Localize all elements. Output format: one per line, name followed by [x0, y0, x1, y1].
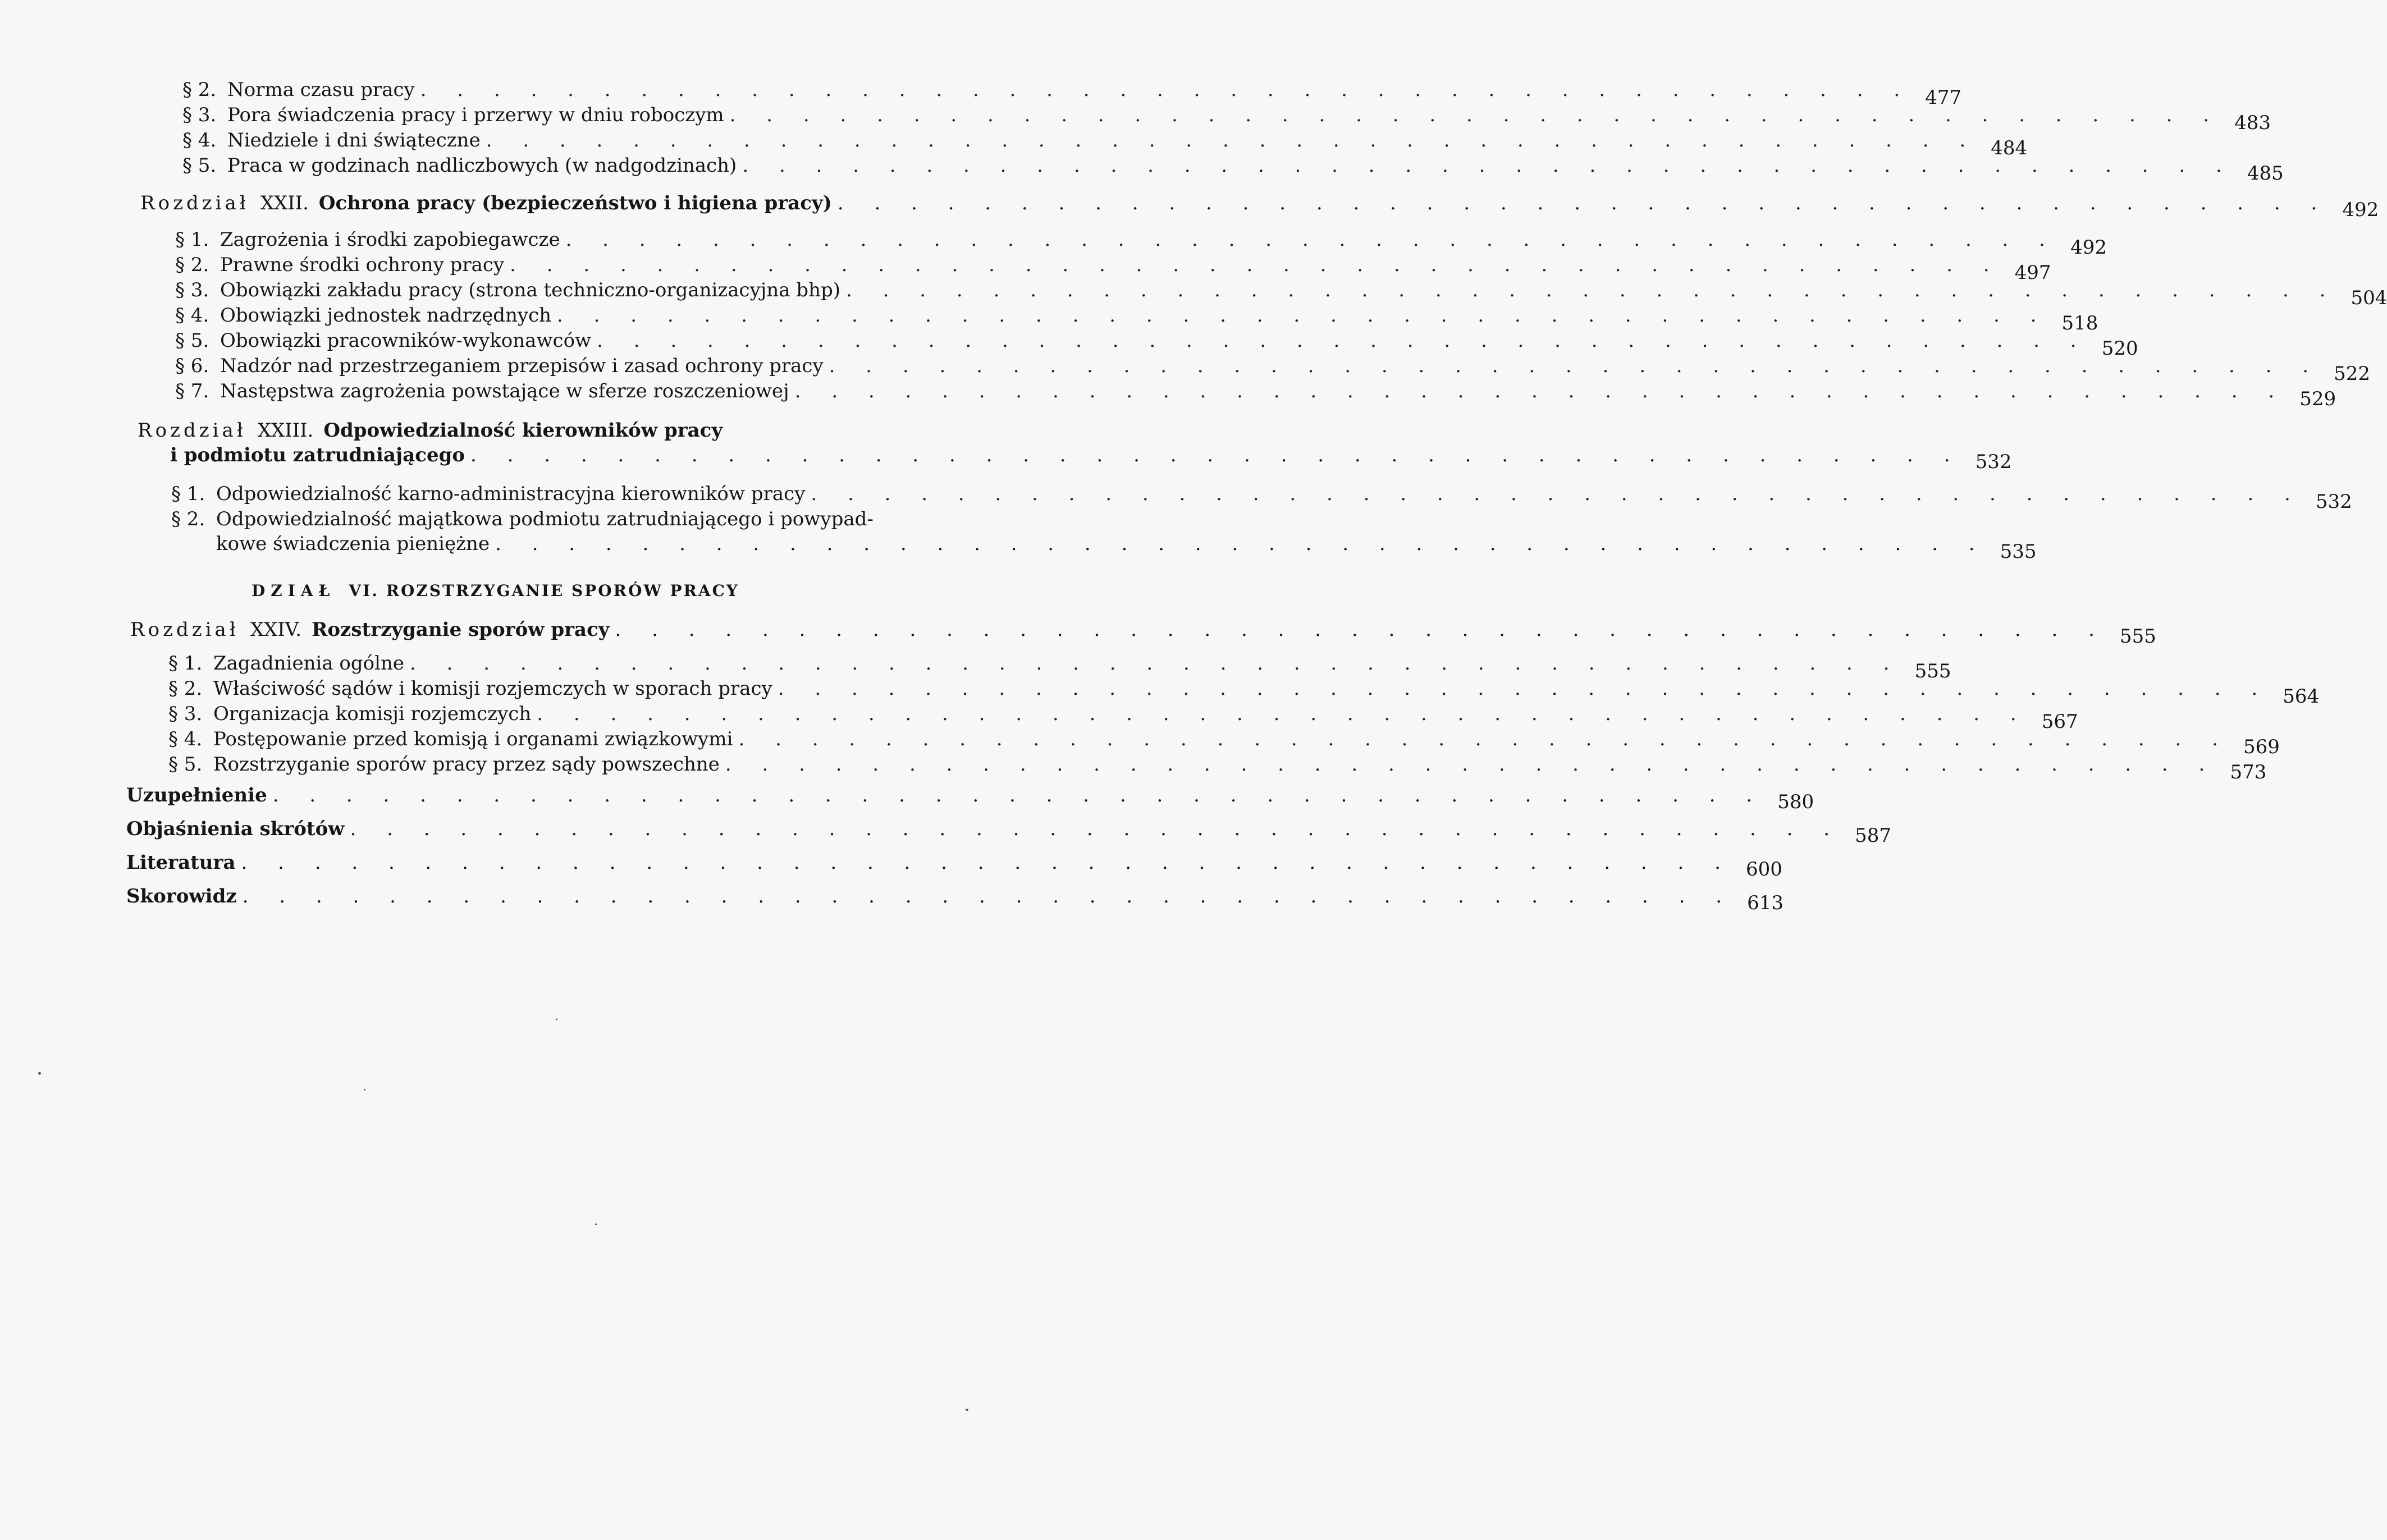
entry-title: Nadzór nad przestrzeganiem przepisów i zasad ochrony pracy — [220, 355, 824, 377]
section-number: § 6. — [175, 355, 209, 377]
entry-title: Organizacja komisji rozjemczych — [213, 703, 532, 725]
entry-title: Obowiązki pracowników-wykonawców — [220, 329, 592, 352]
page-number: 535 — [2000, 540, 2037, 563]
dot-leader: . . . . . . . . . . . . . . . . . . . . . . . . . . . . . . . . . . . . . . . . . — [738, 728, 2230, 750]
dot-leader: . . . . . . . . . . . . . . . . . . . . . . . . . . . . . . . . . . . . . . . . . — [486, 129, 1978, 152]
section-number: § 5. — [175, 329, 209, 352]
toc-entry — [175, 253, 2051, 284]
toc-backmatter-entry — [126, 817, 1891, 847]
entry-title: Pora świadczenia pracy i przerwy w dniu roboczym — [227, 104, 724, 126]
entry-title: Objaśnienia skrótów — [126, 818, 345, 840]
chapter-label: Rozdział — [130, 618, 239, 641]
part-heading — [251, 581, 739, 601]
section-number: § 1. — [168, 652, 203, 675]
dot-leader: . . . . . . . . . . . . . . . . . . . . . . . . . . . . . . . . . . . . . . . . . — [470, 444, 1963, 466]
section-number: § 4. — [168, 728, 203, 750]
page-number: 569 — [2243, 736, 2280, 758]
page-number: 555 — [2120, 625, 2156, 648]
chapter-title: Rozstrzyganie sporów pracy — [312, 618, 610, 641]
page-number: 520 — [2101, 337, 2138, 360]
chapter-number: XXIII. — [257, 419, 314, 442]
chapter-heading — [130, 617, 2156, 648]
scan-speck — [364, 1089, 365, 1090]
entry-title: Odpowiedzialność karno-administracyjna kierowników pracy — [216, 483, 806, 505]
chapter-label: Rozdział — [140, 192, 249, 214]
chapter-number: XXII. — [260, 192, 309, 214]
dot-leader: . . . . . . . . . . . . . . . . . . . . . . . . . . . . . . . . . . . . . . . . . — [242, 885, 1735, 907]
section-number: § 4. — [175, 304, 209, 327]
dot-leader: . . . . . . . . . . . . . . . . . . . . . . . . . . . . . . . . . . . . . . . . . — [837, 192, 2330, 214]
toc-backmatter-entry — [126, 884, 1784, 914]
entry-title: Uzupełnienie — [126, 784, 267, 806]
dot-leader: . . . . . . . . . . . . . . . . . . . . . . . . . . . . . . . . . . . . . . . . . — [742, 154, 2234, 177]
dot-leader: . . . . . . . . . . . . . . . . . . . . . . . . . . . . . . . . . . . . . . . . . — [846, 279, 2338, 301]
part-title: VI. ROZSTRZYGANIE SPORÓW PRACY — [349, 581, 739, 600]
toc-entry — [182, 128, 2028, 159]
page-number: 532 — [1975, 451, 2012, 473]
section-number: § 5. — [182, 154, 217, 177]
dot-leader: . . . . . . . . . . . . . . . . . . . . . . . . . . . . . . . . . . . . . . . . . — [420, 79, 1913, 101]
toc-backmatter-entry — [126, 783, 1814, 813]
dot-leader: . . . . . . . . . . . . . . . . . . . . . . . . . . . . . . . . . . . . . . . . . — [241, 851, 1733, 874]
chapter-heading — [140, 191, 2379, 221]
page-number: 522 — [2334, 363, 2371, 385]
entry-title: Obowiązki jednostek nadrzędnych — [220, 304, 552, 327]
dot-leader: . . . . . . . . . . . . . . . . . . . . . . . . . . . . . . . . . . . . . . . . . — [565, 228, 2057, 251]
page-number: 587 — [1855, 824, 1891, 847]
entry-title-line1: Odpowiedzialność majątkowa podmiotu zatrudniającego i powypad- — [216, 508, 874, 530]
dot-leader: . . . . . . . . . . . . . . . . . . . . . . . . . . . . . . . . . . . . . . . . . — [410, 652, 1902, 675]
dot-leader: . . . . . . . . . . . . . . . . . . . . . . . . . . . . . . . . . . . . . . . . . — [811, 483, 2303, 505]
entry-title: Praca w godzinach nadliczbowych (w nadgodzinach) — [227, 154, 737, 177]
toc-entry — [182, 77, 1962, 109]
section-number: § 3. — [175, 279, 209, 301]
entry-title: Skorowidz — [126, 885, 237, 907]
toc-entry — [175, 354, 2371, 385]
entry-title: Prawne środki ochrony pracy — [220, 254, 505, 276]
entry-title: Następstwa zagrożenia powstające w sferze roszczeniowej — [220, 380, 789, 402]
chapter-title-line1: Odpowiedzialność kierowników pracy — [323, 419, 723, 442]
page-number: 573 — [2230, 761, 2267, 783]
toc-entry — [182, 103, 2271, 134]
dot-leader: . . . . . . . . . . . . . . . . . . . . . . . . . . . . . . . . . . . . . . . . . — [537, 703, 2029, 725]
page-number: 555 — [1914, 660, 1951, 682]
chapter-title-line2: i podmiotu zatrudniającego — [170, 444, 465, 466]
dot-leader: . . . . . . . . . . . . . . . . . . . . . . . . . . . . . . . . . . . . . . . . . — [778, 677, 2270, 700]
toc-entry — [168, 676, 2320, 708]
scan-speck — [595, 1223, 597, 1225]
toc-entry — [168, 702, 2078, 733]
page-number: 485 — [2247, 162, 2284, 185]
dot-leader: . . . . . . . . . . . . . . . . . . . . . . . . . . . . . . . . . . . . . . . . . — [725, 753, 2217, 776]
page-number: 580 — [1777, 791, 1814, 813]
toc-entry — [168, 651, 1951, 682]
chapter-title: Ochrona pracy (bezpieczeństwo i higiena pracy) — [318, 192, 832, 214]
page-number: 529 — [2299, 388, 2336, 410]
toc-entry — [168, 752, 2267, 783]
entry-title: Zagrożenia i środki zapobiegawcze — [220, 228, 560, 251]
dot-leader: . . . . . . . . . . . . . . . . . . . . . . . . . . . . . . . . . . . . . . . . . — [557, 304, 2049, 327]
toc-entry — [171, 507, 2037, 563]
entry-title: Obowiązki zakładu pracy (strona techniczno-organizacyjna bhp) — [220, 279, 840, 301]
toc-entry — [175, 379, 2336, 410]
entry-title: Zagadnienia ogólne — [213, 652, 405, 675]
page-number: 567 — [2041, 711, 2078, 733]
entry-title: Postępowanie przed komisją i organami związkowymi — [213, 728, 733, 750]
dot-leader: . . . . . . . . . . . . . . . . . . . . . . . . . . . . . . . . . . . . . . . . . — [729, 104, 2222, 126]
entry-title: Rozstrzyganie sporów pracy przez sądy powszechne — [213, 753, 720, 776]
chapter-label: Rozdział — [138, 419, 246, 442]
dot-leader: . . . . . . . . . . . . . . . . . . . . . . . . . . . . . . . . . . . . . . . . . — [510, 254, 2002, 276]
page-number: 564 — [2283, 685, 2320, 708]
section-number: § 1. — [175, 228, 209, 251]
section-number: § 2. — [171, 508, 205, 530]
toc-entry — [175, 303, 2098, 334]
entry-title: Norma czasu pracy — [227, 79, 415, 101]
section-number: § 5. — [168, 753, 203, 776]
entry-title-line2: kowe świadczenia pieniężne — [216, 533, 490, 555]
chapter-number: XXIV. — [250, 618, 302, 641]
part-label: DZIAŁ — [251, 581, 336, 600]
page-number: 492 — [2070, 236, 2107, 259]
page-number: 477 — [1925, 86, 1962, 109]
toc-entry — [175, 328, 2138, 360]
toc-entry — [168, 727, 2280, 758]
page-number: 492 — [2342, 199, 2379, 221]
toc-entry — [171, 482, 2352, 513]
dot-leader: . . . . . . . . . . . . . . . . . . . . . . . . . . . . . . . . . . . . . . . . . — [597, 329, 2089, 352]
dot-leader: . . . . . . . . . . . . . . . . . . . . . . . . . . . . . . . . . . . . . . . . . — [829, 355, 2321, 377]
toc-entry — [175, 278, 2387, 309]
chapter-heading — [138, 418, 2012, 473]
dot-leader: . . . . . . . . . . . . . . . . . . . . . . . . . . . . . . . . . . . . . . . . . — [794, 380, 2287, 402]
page-number: 532 — [2315, 491, 2352, 513]
page-number: 483 — [2234, 112, 2271, 134]
entry-title: Niedziele i dni świąteczne — [227, 129, 481, 152]
section-number: § 3. — [168, 703, 203, 725]
page-number: 613 — [1747, 892, 1784, 914]
dot-leader: . . . . . . . . . . . . . . . . . . . . . . . . . . . . . . . . . . . . . . . . . — [495, 533, 1987, 555]
scan-speck — [38, 1072, 41, 1075]
page-number: 518 — [2061, 312, 2098, 334]
section-number: § 3. — [182, 104, 217, 126]
page-number: 497 — [2014, 262, 2051, 284]
dot-leader: . . . . . . . . . . . . . . . . . . . . . . . . . . . . . . . . . . . . . . . . . — [272, 784, 1765, 806]
scan-speck — [556, 1019, 557, 1020]
section-number: § 4. — [182, 129, 217, 152]
dot-leader: . . . . . . . . . . . . . . . . . . . . . . . . . . . . . . . . . . . . . . . . . — [350, 818, 1842, 840]
section-number: § 1. — [171, 483, 205, 505]
page-number: 484 — [1991, 137, 2028, 159]
section-number: § 2. — [182, 79, 217, 101]
toc-entry — [182, 153, 2284, 185]
section-number: § 2. — [168, 677, 203, 700]
toc-entry — [175, 227, 2107, 259]
page-number: 504 — [2351, 287, 2387, 309]
entry-title: Właściwość sądów i komisji rozjemczych w sporach pracy — [213, 677, 772, 700]
page-number: 600 — [1746, 858, 1782, 881]
scan-speck — [966, 1409, 968, 1411]
toc-backmatter-entry — [126, 850, 1782, 881]
section-number: § 7. — [175, 380, 209, 402]
section-number: § 2. — [175, 254, 209, 276]
entry-title: Literatura — [126, 851, 236, 874]
dot-leader: . . . . . . . . . . . . . . . . . . . . . . . . . . . . . . . . . . . . . . . . . — [615, 618, 2107, 641]
